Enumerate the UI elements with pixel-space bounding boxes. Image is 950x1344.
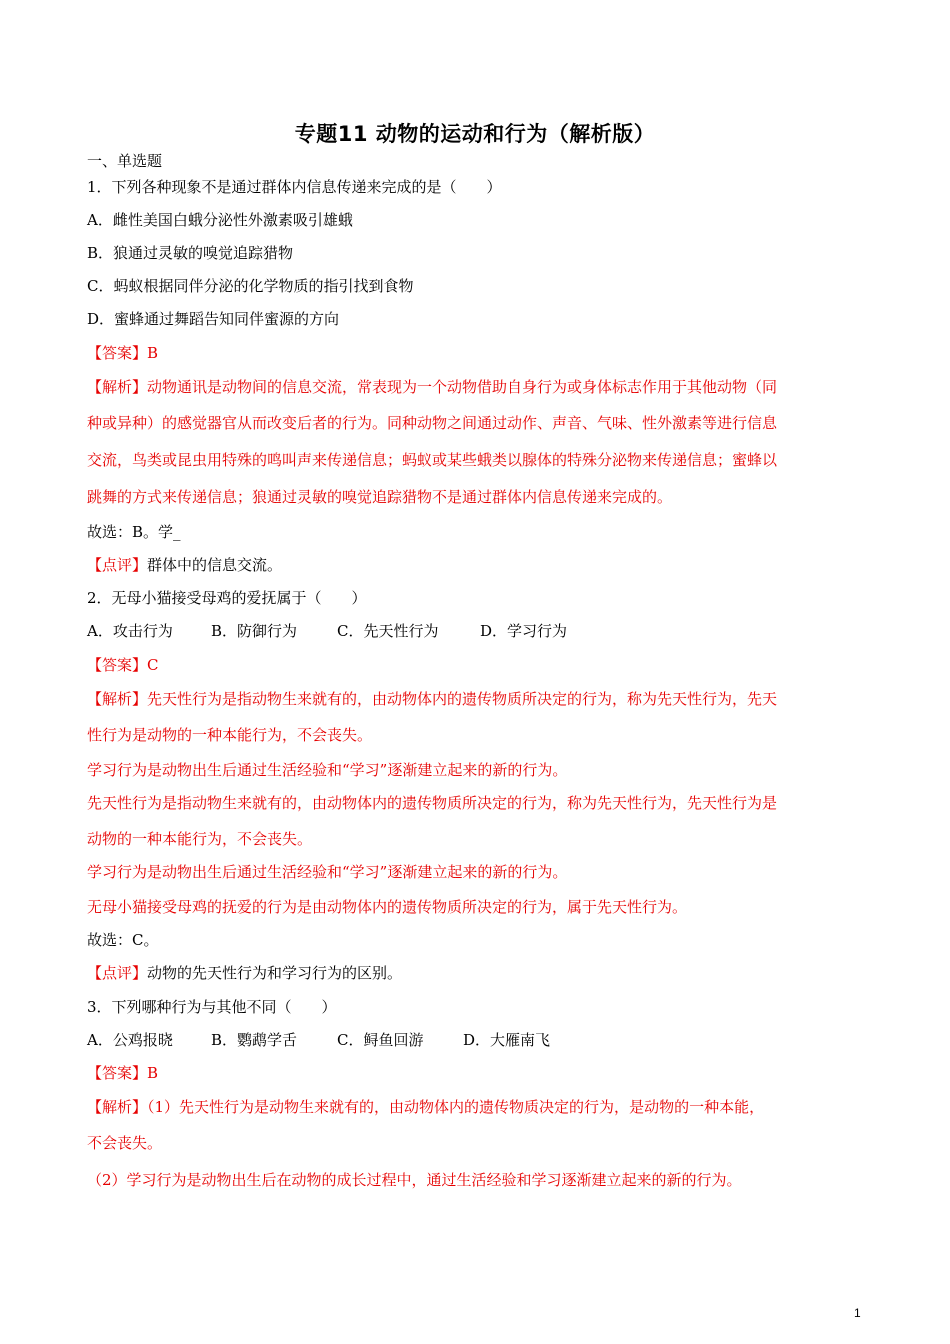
q2-analysis-line: 无母小猫接受母鸡的抚爱的行为是由动物体内的遗传物质所决定的行为，属于先天性行为。 (87, 898, 688, 916)
q3-analysis-line (87, 1097, 764, 1117)
q1-analysis-line (87, 377, 777, 397)
q1-stem: 1．下列各种现象不是通过群体内信息传递来完成的是（ ） (87, 178, 502, 196)
analysis-tag: 【解析】 (87, 690, 148, 708)
q2-options (87, 621, 567, 641)
q2-option-b: B．防御行为 (211, 622, 298, 640)
q2-stem: 2．无母小猫接受母鸡的爱抚属于（ ） (87, 589, 367, 607)
q1-comment (87, 555, 282, 575)
q1-analysis-line: 跳舞的方式来传递信息；狼通过灵敏的嗅觉追踪猎物不是通过群体内信息传递来完成的。 (87, 488, 673, 506)
q3-analysis-line: （2）学习行为是动物出生后在动物的成长过程中，通过生活经验和学习逐渐建立起来的新的行为。 (87, 1171, 742, 1189)
q2-analysis-line (87, 689, 777, 709)
q2-analysis-line: 先天性行为是指动物生来就有的，由动物体内的遗传物质所决定的行为，称为先天性行为，先天性行为是 (87, 794, 778, 812)
q3-options (87, 1030, 550, 1050)
q2-choice: 故选：C。 (87, 931, 159, 949)
q3-option-c: C．鲟鱼回游 (337, 1031, 424, 1049)
analysis-tag: 【解析】 (87, 1098, 148, 1116)
q2-option-d: D．学习行为 (480, 622, 568, 640)
answer-tag: 【答案】 (87, 1064, 148, 1082)
q1-option-b: B．狼通过灵敏的嗅觉追踪猎物 (87, 244, 294, 262)
analysis-text: 动物通讯是动物间的信息交流，常表现为一个动物借助自身行为或身体标志作用于其他动物（同 (147, 378, 778, 396)
q2-answer (87, 655, 159, 675)
q2-option-a: A．攻击行为 (87, 622, 173, 640)
analysis-tag: 【解析】 (87, 378, 148, 396)
q2-option-c: C．先天性行为 (337, 622, 439, 640)
q1-choice: 故选：B。学_ (87, 523, 181, 541)
q3-analysis-line: 不会丧失。 (87, 1134, 163, 1152)
q1-answer (87, 343, 158, 363)
page-number: 1 (854, 1306, 861, 1320)
answer-value: B (147, 1064, 159, 1082)
q1-option-c: C．蚂蚁根据同伴分泌的化学物质的指引找到食物 (87, 277, 414, 295)
answer-value: C (147, 656, 159, 674)
q1-option-a: A．雌性美国白蛾分泌性外激素吸引雄蛾 (87, 211, 353, 229)
q1-analysis-line: 种或异种）的感觉器官从而改变后者的行为。同种动物之间通过动作、声音、气味、性外激素等进行信息 (87, 414, 778, 432)
comment-text: 群体中的信息交流。 (147, 556, 283, 574)
q3-option-d: D．大雁南飞 (463, 1031, 551, 1049)
q2-analysis-line: 性行为是动物的一种本能行为，不会丧失。 (87, 726, 373, 744)
comment-tag: 【点评】 (87, 556, 148, 574)
q2-analysis-line: 学习行为是动物出生后通过生活经验和“学习”逐渐建立起来的新的行为。 (87, 761, 568, 779)
q3-option-b: B．鹦鹉学舌 (211, 1031, 298, 1049)
q3-option-a: A．公鸡报晓 (87, 1031, 173, 1049)
answer-tag: 【答案】 (87, 656, 148, 674)
answer-tag: 【答案】 (87, 344, 148, 362)
q3-answer (87, 1063, 158, 1083)
q2-analysis-line: 学习行为是动物出生后通过生活经验和“学习”逐渐建立起来的新的行为。 (87, 863, 568, 881)
q1-option-d: D．蜜蜂通过舞蹈告知同伴蜜源的方向 (87, 310, 340, 328)
answer-value: B (147, 344, 159, 362)
q3-stem: 3．下列哪种行为与其他不同（ ） (87, 998, 337, 1016)
q2-analysis-line: 动物的一种本能行为，不会丧失。 (87, 830, 313, 848)
analysis-text: （1）先天性行为是动物生来就有的，由动物体内的遗传物质决定的行为，是动物的一种本能， (147, 1098, 765, 1116)
comment-tag: 【点评】 (87, 964, 148, 982)
section-heading: 一、单选题 (87, 152, 163, 170)
comment-text: 动物的先天性行为和学习行为的区别。 (147, 964, 403, 982)
q2-comment (87, 963, 402, 983)
analysis-text: 先天性行为是指动物生来就有的，由动物体内的遗传物质所决定的行为，称为先天性行为，先天 (147, 690, 778, 708)
q1-analysis-line: 交流，鸟类或昆虫用特殊的鸣叫声来传递信息；蚂蚁或某些蛾类以腺体的特殊分泌物来传递信息；蜜蜂以 (87, 451, 778, 469)
page-title: 专题11 动物的运动和行为（解析版） (294, 122, 656, 146)
